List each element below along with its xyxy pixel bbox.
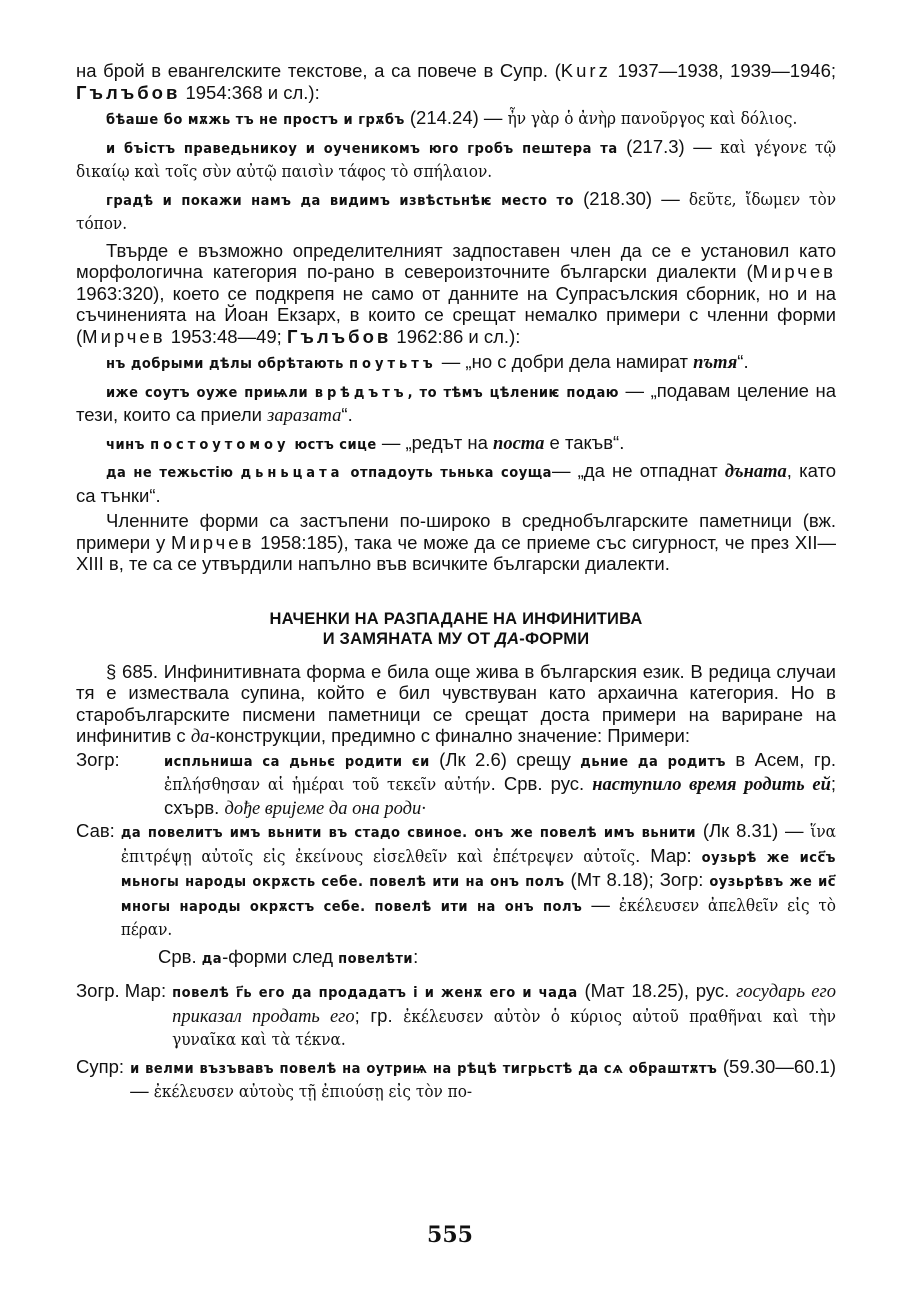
- ocs-quote: повелѣ г҃ь его да продадатъ і и женѫ его и чада: [172, 985, 578, 1001]
- section-heading: [76, 609, 836, 649]
- ocs-quote-spaced: постоутомоу: [150, 436, 290, 453]
- greek-quote: ἐκέλευσεν αὐτὸν ὁ κύριος αὐτοῦ πραθῆναι καὶ τὴν γυναῖκα καὶ τὰ τέκνα.: [172, 1006, 836, 1050]
- text-run: в Асем, гр.: [725, 748, 837, 770]
- paragraph-article: [76, 240, 836, 348]
- translation: — „но с добри дела намират: [436, 351, 694, 372]
- ocs-quote-spaced: поутьтъ: [348, 356, 437, 372]
- example-5: [76, 380, 836, 428]
- example-zogr-1: [76, 749, 836, 821]
- ocs-quote: оузьрѣ же исс҃ъ мьногы народы окрѫсть себе. повелѣ ити на онъ полъ: [120, 849, 836, 890]
- ocs-quote: , то тѣмъ цѣлениѥ подаю: [407, 384, 619, 401]
- greek-quote: ἦν γὰρ ὁ ἀνὴρ πανοῦργος καὶ δόλιος.: [507, 109, 798, 129]
- translation-emphasis: пътя: [693, 353, 738, 373]
- intro-paragraph: [76, 60, 836, 103]
- italic-da: да: [190, 727, 210, 747]
- ocs-quote-spaced: дьньцата: [240, 465, 344, 481]
- translation: “.: [737, 351, 749, 372]
- ocs-quote: чинъ: [106, 436, 145, 453]
- ocs-quote: да: [201, 950, 223, 967]
- text-run: -форми след: [222, 945, 339, 967]
- heading-text: -ФОРМИ: [519, 629, 590, 648]
- translation: — „редът на: [376, 431, 494, 453]
- text-run: ; гр.: [354, 1004, 404, 1026]
- example-7: [76, 460, 836, 506]
- example-2: [76, 136, 836, 184]
- text-run: 1937—1938, 1939—1946;: [610, 60, 837, 81]
- text-run: —: [582, 893, 619, 915]
- greek-quote: ἵνα ἐπιτρέψῃ αὐτοῖς εἰς ἐκείνους εἰσελθεῖν καὶ ἐπέτρεψεν αὐτοῖς: [120, 822, 837, 867]
- text-run: 1962:86 и сл.):: [391, 325, 521, 347]
- greek-quote: ἐκέλευσεν ἀπελθεῖν εἰς τὸ πέραν.: [120, 895, 836, 940]
- text-run: . Срв. рус.: [490, 773, 593, 794]
- example-6: [76, 432, 836, 457]
- reference: (214.24) —: [404, 107, 508, 128]
- ocs-quote: градѣ и покажи намъ да видимъ извѣстьнѣѥ место то: [106, 192, 574, 209]
- page-number: 555: [427, 1222, 473, 1248]
- reference: (Мт 8.18); Зогр:: [564, 869, 710, 890]
- russian-quote: государь его приказал продать его: [172, 982, 836, 1027]
- translation-emphasis: поста: [493, 433, 545, 454]
- text-run: Членните форми са застъпени по-широко в среднобългарските паметници (вж. примери у: [76, 510, 836, 553]
- translation: — „да не отпаднат: [551, 460, 725, 481]
- reference: (Лк 8.31) —: [696, 820, 811, 841]
- translation: “.: [341, 404, 353, 425]
- greek-quote: δεῦτε, ἴδωμεν τὸν τόπον.: [76, 189, 837, 234]
- translation-emphasis: заразата: [267, 406, 342, 426]
- author-mirchev: Мирчев: [752, 261, 836, 282]
- author-galabov: Гълъбов: [286, 325, 392, 347]
- russian-quote: наступило время родить ей: [592, 775, 831, 795]
- text-run: § 685. Инфинитивната форма е била още жива в българския език. В редица случаи тя е измествала супина, който е бил чувствуван като архаична категория. Но в старобългарските писмени паметници се срещат доста примери на вариране на инфинитив с: [76, 660, 836, 746]
- heading-italic: ДА: [495, 629, 520, 648]
- text-run: на брой в евангелските текстове, а са повече в Супр. (: [76, 60, 561, 81]
- reference: (Мат 18.25), рус.: [577, 980, 737, 1001]
- reference: (Лк 2.6) срещу: [429, 748, 581, 770]
- source-label: Зогр:: [76, 748, 120, 770]
- serbocroatian-quote: дође вријеме да она роди·: [224, 798, 426, 819]
- greek-quote: ἐκέλευσεν αὐτοὺς τῇ ἐπιούσῃ εἰς τὸν πο-: [153, 1082, 473, 1102]
- heading-line-1: НАЧЕНКИ НА РАЗПАДАНЕ НА ИНФИНИТИВА: [269, 609, 643, 628]
- greek-quote: ἐπλήσθησαν αἱ ἡμέραι τοῦ τεκεῖν αὐτήν: [164, 775, 491, 795]
- example-body: [172, 980, 836, 1052]
- author-galabov: Гълъбов: [76, 81, 181, 103]
- reference: (59.30—60.1) —: [130, 1055, 836, 1101]
- ocs-quote: да не тежьстію: [106, 465, 234, 481]
- ocs-quote: испльниша са дьньє родити єи: [164, 753, 430, 770]
- compare-da-forms: [76, 946, 836, 971]
- text-run: Твърде е възможно определителният задпоставен член да се е установил като морфологична категория по-рано в североизточните български диалекти (: [76, 239, 836, 282]
- greek-quote: καὶ γέγονε τῷ δικαίῳ καὶ τοῖς σὺν αὐτῷ παισὶν τάφος τὸ σπήλαιον.: [76, 137, 836, 182]
- ocs-quote: нъ добрыми дѣлы обрѣтають: [106, 356, 344, 372]
- ocs-quote: дьние да родитъ: [580, 753, 726, 770]
- example-body: [121, 820, 836, 942]
- text-run: Срв.: [158, 945, 202, 967]
- text-run: 1954:368 и сл.):: [180, 81, 320, 103]
- translation: — „подавам целение на тези, които са приели: [76, 379, 837, 425]
- text-run: ; схърв.: [164, 773, 837, 818]
- translation-emphasis: дъната: [724, 462, 787, 482]
- example-1: [76, 107, 836, 132]
- translation: е такъв“.: [544, 431, 625, 453]
- heading-text: И ЗАМЯНАТА МУ ОТ: [322, 629, 496, 648]
- example-body: [130, 1056, 836, 1104]
- text-run: 1953:48—49;: [165, 325, 287, 347]
- example-3: [76, 188, 836, 236]
- ocs-quote: отпадоуть тьнька соуща: [343, 465, 552, 481]
- example-4: [76, 351, 836, 376]
- text-run: :: [413, 945, 419, 967]
- source-label: . Мар:: [635, 844, 702, 866]
- example-body: [164, 749, 836, 821]
- source-label: Супр:: [76, 1055, 125, 1077]
- document-page: [76, 60, 836, 1104]
- ocs-quote: и бъістъ праведьникоу и оученикомъ юго гробъ пештера та: [106, 140, 618, 157]
- ocs-quote: юстъ сице: [289, 436, 377, 453]
- ocs-quote: да повелитъ имъ вьнити въ стадо свиное. онъ же повелѣ имъ вьнити: [120, 825, 697, 841]
- example-supr: [76, 1056, 836, 1104]
- ocs-quote: и велми възъвавъ повелѣ на оутриѩ на рѣцѣ тигрьстѣ да сѧ обраштѫтъ: [130, 1060, 718, 1077]
- heading-line-2: [76, 629, 836, 649]
- reference: (217.3) —: [617, 135, 721, 157]
- paragraph-middle-bulgarian: [76, 510, 836, 575]
- source-label: Зогр. Мар:: [76, 980, 167, 1001]
- section-685: [76, 661, 836, 749]
- text-run: 1963:320), което се подкрепя не само от данните на Супрасълския сборник, но и на съчиненията на Йоан Екзарх, в които се срещат немалко примери с членни форми (: [76, 282, 836, 347]
- author-mirchev: Мирчев: [82, 325, 166, 347]
- text-run: 1958:185), така че може да се приеме със сигурност, че през XII—XIII в, те са се утвърдили напълно във всичките български диалекти.: [76, 531, 836, 574]
- translation: , като са тънки“.: [76, 460, 837, 506]
- ocs-quote: бѣаше бо мѫжь тъ не простъ и грѫбъ: [106, 112, 405, 128]
- reference: (218.30) —: [574, 187, 689, 209]
- example-sav: [76, 820, 836, 942]
- source-label: Сав:: [76, 820, 115, 841]
- ocs-quote: повелѣти: [338, 950, 414, 967]
- example-zogr-mar: [76, 980, 836, 1052]
- text-run: -конструкции, предимно с финално значение: Примери:: [209, 725, 690, 746]
- ocs-quote-spaced: врѣдътъ: [314, 384, 408, 401]
- ocs-quote: иже соутъ оуже приѩли: [106, 384, 309, 401]
- author-mirchev: Мирчев: [171, 531, 255, 553]
- ocs-quote: оузьрѣвъ же ис҃ многы народы окрѫстъ себе. повелѣ ити на онъ полъ: [120, 874, 836, 915]
- author-kurz: Kurz: [560, 60, 611, 81]
